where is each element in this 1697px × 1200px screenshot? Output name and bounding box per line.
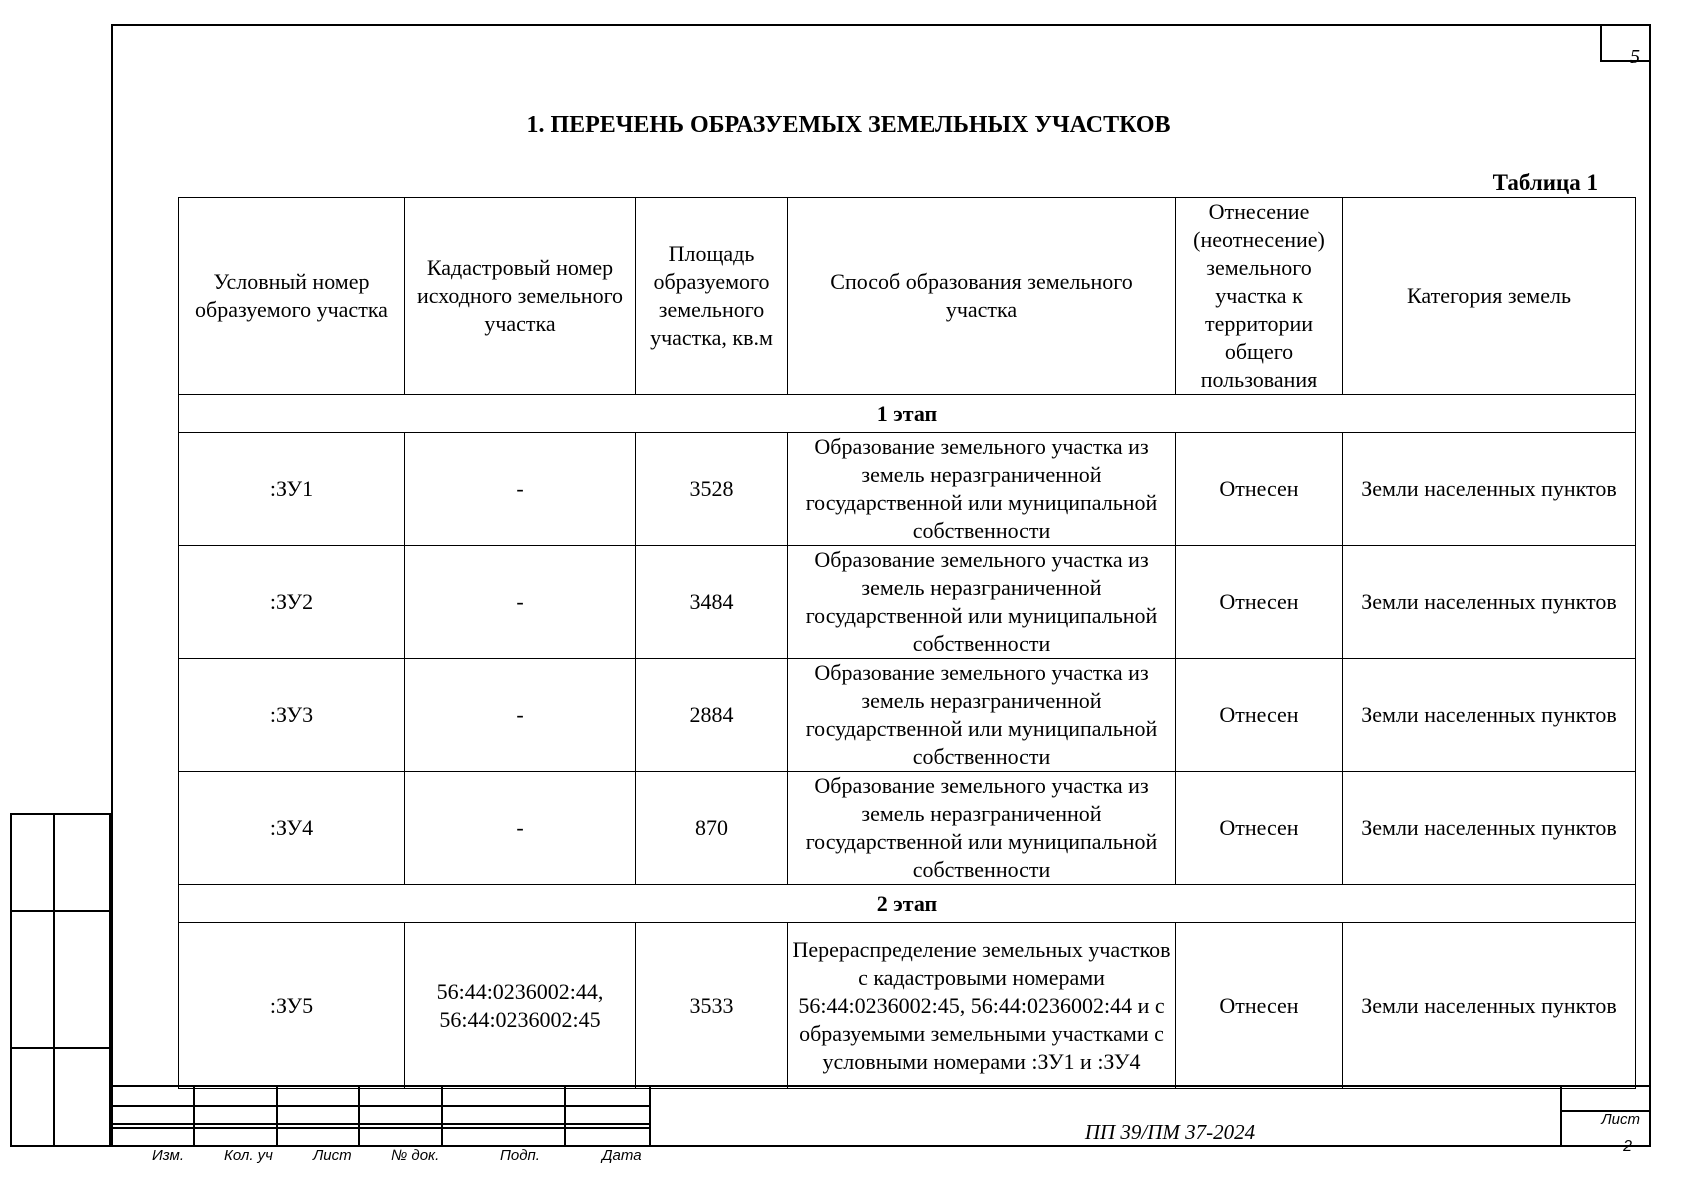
title-block — [111, 1085, 1651, 1147]
cell-area: 870 — [636, 772, 788, 885]
cell-cadastral-number: - — [405, 433, 636, 546]
label-signature: Подп. — [500, 1147, 540, 1164]
cell-formation-method: Образование земельного участка из земель неразграниченной государственной или муниципальной собственности — [788, 546, 1176, 659]
cell-land-category: Земли населенных пунктов — [1343, 659, 1636, 772]
header-cadastral-number: Кадастровый номер исходного земельного участка — [405, 198, 636, 395]
header-plot-number: Условный номер образуемого участка — [179, 198, 405, 395]
table-header-row — [179, 198, 1636, 395]
cell-plot-number: :ЗУ1 — [179, 433, 405, 546]
table-label: Таблица 1 — [1492, 170, 1598, 195]
cell-area: 3533 — [636, 923, 788, 1089]
cell-plot-number: :ЗУ5 — [179, 923, 405, 1089]
page-number: 5 — [1630, 46, 1640, 68]
stage-label: 1 этап — [179, 395, 1636, 433]
table-row — [179, 772, 1636, 885]
cell-public-relation: Отнесен — [1176, 923, 1343, 1089]
cell-area: 3528 — [636, 433, 788, 546]
cell-formation-method: Образование земельного участка из земель неразграниченной государственной или муниципальной собственности — [788, 659, 1176, 772]
header-area: Площадь образуемого земельного участка, кв.м — [636, 198, 788, 395]
cell-cadastral-number: - — [405, 546, 636, 659]
cell-formation-method: Перераспределение земельных участков с кадастровыми номерами 56:44:0236002:45, 56:44:0236002:44 и с образуемыми земельными участками с условными номерами :ЗУ1 и :ЗУ4 — [788, 923, 1176, 1089]
cell-public-relation: Отнесен — [1176, 772, 1343, 885]
header-land-category: Категория земель — [1343, 198, 1636, 395]
cell-cadastral-number: 56:44:0236002:44, 56:44:0236002:45 — [405, 923, 636, 1089]
header-formation-method: Способ образования земельного участка — [788, 198, 1176, 395]
sheet-label: Лист — [1601, 1111, 1640, 1128]
cell-land-category: Земли населенных пунктов — [1343, 433, 1636, 546]
cell-formation-method: Образование земельного участка из земель неразграниченной государственной или муниципальной собственности — [788, 772, 1176, 885]
table-row — [179, 659, 1636, 772]
cell-area: 2884 — [636, 659, 788, 772]
cell-public-relation: Отнесен — [1176, 659, 1343, 772]
cell-land-category: Земли населенных пунктов — [1343, 923, 1636, 1089]
cell-land-category: Земли населенных пунктов — [1343, 772, 1636, 885]
cell-cadastral-number: - — [405, 772, 636, 885]
stage-row — [179, 885, 1636, 923]
cell-land-category: Земли населенных пунктов — [1343, 546, 1636, 659]
section-title: 1. ПЕРЕЧЕНЬ ОБРАЗУЕМЫХ ЗЕМЕЛЬНЫХ УЧАСТКОВ — [526, 112, 1171, 138]
stage-row — [179, 395, 1636, 433]
cell-formation-method: Образование земельного участка из земель неразграниченной государственной или муниципальной собственности — [788, 433, 1176, 546]
document-code: ПП 39/ПМ 37-2024 — [1084, 1120, 1256, 1144]
label-change: Изм. — [152, 1147, 184, 1164]
table-row — [179, 923, 1636, 1089]
land-plots-table — [178, 197, 1636, 1089]
label-doc-number: № док. — [391, 1147, 440, 1164]
table-row — [179, 433, 1636, 546]
cell-plot-number: :ЗУ2 — [179, 546, 405, 659]
table-row — [179, 546, 1636, 659]
cell-plot-number: :ЗУ3 — [179, 659, 405, 772]
stage-label: 2 этап — [179, 885, 1636, 923]
cell-cadastral-number: - — [405, 659, 636, 772]
label-count: Кол. уч — [224, 1147, 273, 1164]
sheet-number: 2 — [1623, 1138, 1632, 1155]
cell-plot-number: :ЗУ4 — [179, 772, 405, 885]
cell-area: 3484 — [636, 546, 788, 659]
page-number-box — [1600, 24, 1651, 62]
label-sheet: Лист — [313, 1147, 352, 1164]
label-date: Дата — [602, 1147, 642, 1164]
cell-public-relation: Отнесен — [1176, 433, 1343, 546]
side-stamp-columns — [10, 813, 111, 1147]
cell-public-relation: Отнесен — [1176, 546, 1343, 659]
header-public-relation: Отнесение (неотнесение) земельного участка к территории общего пользования — [1176, 198, 1343, 395]
